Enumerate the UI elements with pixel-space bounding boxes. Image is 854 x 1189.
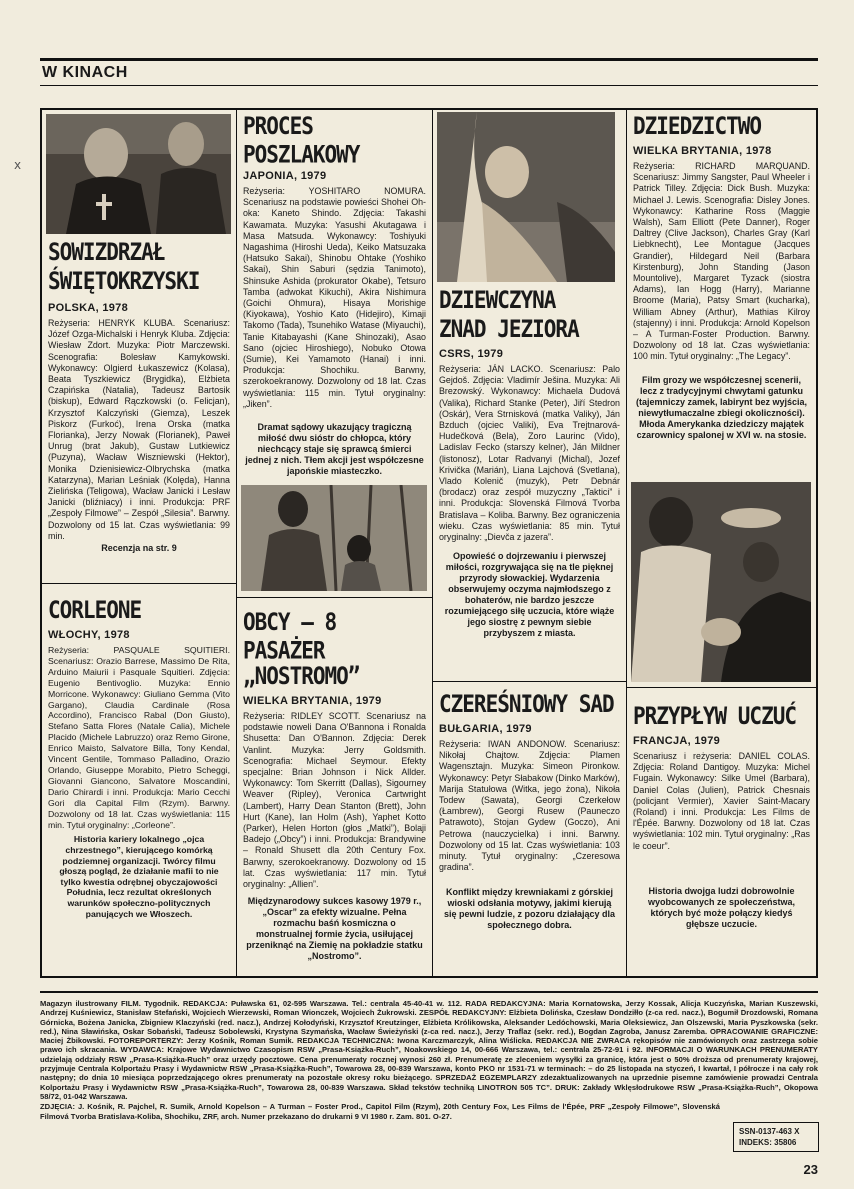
issn-number: SSN-0137-463 X [739,1127,800,1136]
film-note-sowizdrzal: Recenzja na str. 9 [101,543,177,554]
index-number: INDEKS: 35806 [739,1138,797,1147]
imprint-text [40,999,818,1121]
film-photo-sowizdrzal [46,114,231,234]
column-3 [433,110,627,976]
film-obcy [237,598,432,976]
film-credits-przyplyw: Scenariusz i reżyseria: DANIEL COLAS. Zdjęcia: Roland Dantigoy. Muzyka: Michel Fugain. Wykonawcy: Silke Umel (Barbara), Daniel Colas (Julien), Patrick Chesnais (policjant Vermier), Xavier Saint-Macary (Roland) i inni. Produkcja: Les Films de l'Épée. Barwny. Dozwolony od 18 lat. Czas wyświetlania: 102 min. Tytuł oryginalny: „Ras le coeur”. [633,751,810,851]
film-title-czeresniowy: CZEREŚNIOWY SAD [439,690,614,718]
page-number: 23 [803,1162,818,1177]
film-photo-proces [241,485,427,591]
film-title-dziewczyna-1: DZIEWCZYNA [439,286,556,314]
film-country-sowizdrzal: POLSKA, 1978 [48,302,129,314]
film-photo-dziewczyna [437,112,615,282]
film-blurb-przyplyw: Historia dwojga ludzi dobrowolnie wyobcowanych ze społeczeństwa, których być może połączy kiedyś głębsze uczucie. [647,885,796,929]
film-credits-proces: Reżyseria: YOSHITARO NOMURA. Scenariusz na podstawie powieści Shohei Oh-oka: Kaneto Shindo. Zdjęcia: Takashi Kawamata. Muzyka: Yasushi Akutagawa i Masa Matsuda. Wykonawcy: Toshiyuki Nagashima (Hiroshi Ueda), Keiko Matsuzaka (Hatsuko Sakai), Shinobu Ohtake (Yoshiko Sakai), Shin Saburi (sędzia Tanimoto), Shinsuke Ashida (prokurator Okabe), Tetsuro Tamba (adwokat Kikuchi), Akira Nishimura (Goichi Ohmura), Hisaya Morishige (Kiyokawa), Yoshio Kato (Hidejiro), Kimaji Takomo (Tada), Tsunehiko Watase (Miyauchi), Tanie Kitabayashi (Kane Shinozaki), Asao Sano (ojciec Hiroshiego), Nobuko Otowa (Sumie), Kei Yamamoto (Hanai) i inni. Produkcja: Shochiku. Barwny, szerokoekranowy. Dozwolony od 18 lat. Czas wyświetlania: 115 min. Tytuł oryginalny: „Jiken”. [243,186,426,409]
film-credits-obcy: Reżyseria: RIDLEY SCOTT. Scenariusz na podstawie noweli Dana O'Bannona i Ronalda Shusetta: Dan O'Bannon. Zdjęcia: Derek Vanlint. Muzyka: Jerry Goldsmith. Scenografia: Michael Seymour. Efekty specjalne: Brian Johnson i Nick Allder. Wykonawcy: Tom Skerritt (Dallas), Sigourney Weaver (Ripley), Veronica Cartwright (Lambert), Harry Dean Stanton (Brett), John Hurt (Kane), Ian Holm (Ash), Yaphet Kotto (Parker), Helen Horton (głos „Matki”), Bolaji Badejo („Obcy”) i inni. Produkcja: Brandywine – Ronald Shusett dla 20th Century Fox. Barwny, szerokoekranowy. Dozwolony od 15 lat. Czas wyświetlania: 117 min. Tytuł oryginalny: „Allien”. [243,711,426,890]
film-credits-sowizdrzal: Reżyseria: HENRYK KLUBA. Scenariusz: Józef Ozga-Michalski i Henryk Kluba. Zdjęcia: Wiesław Zdort. Muzyka: Piotr Marczewski. Scenografia: Bolesław Kamykowski. Wykonawcy: Olgierd Łukaszewicz (Kolasa), Beata Tyszkiewicz (Brygidka), Elżbieta Czapińska (Natalia), Tadeusz Bartosik (biskup), Edward Rączkowski (o. Felicjan), Krzysztof Kalczyński (Giemza), Leszek Piskorz (Furkoć), Irena Orska (matka Florianka), Jerzy Nowak (Florianek), Paweł Unrug (brat Jakub), Gustaw Lutkiewicz (Puzyna), Wacław Wiszniewski (Hektor), Monika Dzienisiewicz-Olbrychska (matka Katarzyna), Marian Leśniak (Kolęda), Hanna Zielińska (Teligowa), Wacław Janicki i Lesław Janicki (bliźniacy) i inni. Produkcja: PRF „Zespoły Filmowe” – Zespół „Silesia”. Barwny. Dozwolony od 15 lat. Czas wyświetlania: 99 min. [48,318,230,541]
film-grid [40,108,818,978]
film-credits-dziedzictwo: Reżyseria: RICHARD MARQUAND. Scenariusz: Jimmy Sangster, Paul Wheeler i Patrick Tilley. Zdjęcia: Dick Bush. Muzyka: Michael J. Lewis. Scenografia: Disley Jones. Wykonawcy: Katharine Ross (Maggie Walsh), Sam Elliott (Pete Danner), Roger Daltrey (Clive Jackson), Charles Gray (Karl Liebknecht), Lee Montague (Jacques Grandier), Hildegard Neil (Barbara Kirstenburg), John Standing (Jason Mountolive), Margaret Tyzack (siostra Adams), Ian Hogg (Harry), Marianne Broome (Maria), Patsy Smart (kucharka), William Abney (Arthur), Mathias Kilroy (stajenny) i inni. Produkcja: Arnold Kopelson – A Turman-Foster Production. Barwny. Dozwolony od 18 lat. Czas wyświetlania: 100 min. Tytuł oryginalny: „The Legacy”. [633,161,810,362]
header-bottom-rule [40,85,818,86]
film-czeresniowy-sad [433,682,626,976]
film-country-czeresniowy: BUŁGARIA, 1979 [439,723,532,735]
film-title-przyplyw: PRZYPŁYW UCZUĆ [633,702,797,730]
film-credits-dziewczyna: Reżyseria: JÁN LACKO. Scenariusz: Palo Gejdoš. Zdjęcia: Vladimír Ješina. Muzyka: Ali Brezowský. Wykonawcy: Michaela Dudová (Valika), Richard Stanke (Peter), Jiří Stedron (Oskár), Vera Strnisková (matka Valiky), Ján Bzduch (ojciec Valiki), Eva Trejtnarová-Hudečková (Bela), Zoro Laurinc (Vido), Ladislav Fecko (starszy kelner), Ján Mildner (listonosz), Lotar Radvanyi (Michal), Jozef Krivička (Marián), Liana Lajchová (Svetlana), Vlado Kolenič (muzyk), Petr Debnár (brodacz) oraz zespół muzyczny „Taktici” i inni. Produkcja: Slovenská Filmová Tvorba Bratislava – Koliba. Barwny. Bez ograniczenia wieku. Czas wyświetlania: 85 min. Tytuł oryginalny: „Dievča z jazera”. [439,364,620,543]
column-2 [237,110,433,976]
margin-mark: x [14,158,22,172]
film-blurb-corleone: Historia kariery lokalnego „ojca chrzestnego”, kierującego komórką podziemnej organizacji. Twórcy filmu głoszą pogląd, że działanie mafii to nie tylko kwestia odrębnej obyczajowości Południa, lecz rezultat określonych warunków społeczno-politycznych panujących we Włoszech. [59,834,219,919]
film-title-dziewczyna-2: ZNAD JEZIORA [439,315,579,343]
film-photo-dziedzictwo [631,482,811,682]
imprint-rule [40,991,818,993]
film-corleone [42,584,236,976]
film-title-obcy-1: OBCY – 8 PASAŻER [243,608,337,665]
imprint-body: Magazyn ilustrowany FILM. Tygodnik. REDAKCJA: Puławska 61, 02-595 Warszawa. Tel.: centrala 45-40-41 w. 112. RADA REDAKCYJNA: Maria Kornatowska, Jerzy Kossak, Alicja Kuczyńska, Marian Kuszewski, Andrzej Kuśniewicz, Stanisław Stefański, Wojciech Wierzewski, Roman Wionczek, Wojciech Żukrowski. ZESPÓŁ REDAKCYJNY: Elżbieta Dolińska, Czesław Dondziłło (z-ca red. nacz.), Bogumił Drozdowski, Romana Górnicka, Bożena Janicka, Zbigniew Klaczyński (red. nacz.), Andrzej Kołodyński, Krzysztof Kreutzinger, Elżbieta Królikowska, Aleksander Ledóchowski, Maria Oleksiewicz, Jan Olszewski, Maria Pyszkowska (sekr. red.), Nina Sławińska, Oskar Sobański, Tadeusz Sobolewski, Krystyna Szymańska, Wacław Świeżyński (z-ca red. nacz.), Jerzy Traflaz (sekr. red.), Bogdan Zagroba, Janusz Zaremba. OPRACOWANIE GRAFICZNE: Maciej Żbikowski. FOTOREPORTERZY: Jerzy Kośnik, Roman Sumik. REDAKCJA TECHNICZNA: Iwona Karczmarczyk, Alina Wiślicka. REDAKCJA NIE ZWRACA rękopisów nie zamówionych oraz zastrzega sobie prawo ich skracania. WYDAWCA: Krajowe Wydawnictwo Czasopism RSW „Prasa-Książka-Ruch”, Noakowskiego 14, 00-666 Warszawa, tel.: centrala 25-72-91 i 92. INFORMACJI O WARUNKACH PRENUMERATY udzielają oddziały RSW „Prasa-Książka-Ruch” oraz urzędy pocztowe. Cena prenumeraty rocznej wynosi 260 zł. Prenumeratę ze zleceniem wysyłki za granicę, która jest o 50% droższa od prenumeraty krajowej, przyjmuje Centrala Kolportażu Prasy i Wydawnictw RSW „Prasa-Książka-Ruch”, Towarowa 28, 00-839 Warszawa, konto PKO nr 1531-71 w terminach: – do 25 listopada na styczeń, I kwartał, I półrocze i na cały rok następny; do dnia 10 miesiąca poprzedzającego okres prenumeraty na pozostałe okresy roku bieżącego. SPRZEDAŻ EGZEMPLARZY zdezaktualizowanych na uprzednie pisemne zamówienie prowadzi Centrala Kolportażu Prasy i Wydawnictw RSW „Prasa-Książka-Ruch”, Towarowa 28, 00-839 Warszawa. Skład tekstów techniką LINOTRON 505 TC”. DRUK: Zakłady Wklęsłodrukowe RSW „Prasa-Książka-Ruch”, Okopowa 58/72, 01-042 Warszawa. [40,999,818,1101]
film-country-proces: JAPONIA, 1979 [243,170,327,182]
film-country-dziewczyna: CSRS, 1979 [439,348,504,360]
film-blurb-proces: Dramat sądowy ukazujący tragiczną miłość dwu sióstr do chłopca, który niechcący staje się sprawcą śmierci jednej z nich. Tłem akcji jest współczesne japońskie miasteczko. [245,422,424,477]
film-przyplyw-uczuc [627,688,816,976]
film-title-sowizdrzal-1: SOWIZDRZAŁ [48,238,165,266]
film-title-dziedzictwo: DZIEDZICTWO [633,112,762,140]
film-blurb-dziewczyna: Opowieść o dojrzewaniu i pierwszej miłości, rozgrywająca się na tle pięknej przyrody słowackiej. Wydarzenia obserwujemy oczyma najmłodszego z bohaterów, nie bardzo jeszcze rozumiejącego siłę uczucia, które wiąże jego siostrę z pewnym siebie przybyszem z miasta. [444,551,615,639]
film-credits-corleone: Reżyseria: PASQUALE SQUITIERI. Scenariusz: Orazio Barrese, Massimo De Rita, Arduino Maiurii i Pasquale Squitieri. Zdjęcia: Eugenio Bentivoglio. Muzyka: Ennio Morricone. Wykonawcy: Giuliano Gemma (Vito Gargano), Claudia Cardinale (Rosa Accordino), Francisco Rabal (Don Giusto), Stefano Satta Flores (Natale Calia), Michele Placido (Michele Labruzzo) oraz Remo Girone, Enrico Maisto, Salvatore Billa, Tony Kendal, Vincent Gentile, Tommaso Palladino, Orazio Orlando, Giuseppe Morabito, Pietro Scheggi, Giovanni Giancono, Salvatore Moscandini, Dario Chirardi i inni. Produkcja: Mario Cecchi Gori dla Capital Film (Rzym). Barwny. Dozwolony od 18 lat. Czas wyświetlania: 115 min. Tytuł oryginalny: „Corleone”. [48,645,230,830]
issn-box [733,1122,819,1152]
film-sowizdrzal [42,110,236,584]
film-proces-poszlakowy [237,110,432,598]
film-title-proces: PROCES POSZLAKOWY [243,112,360,169]
section-title: W KINACH [42,64,128,81]
film-country-dziedzictwo: WIELKA BRYTANIA, 1978 [633,145,772,157]
film-title-sowizdrzal-2: ŚWIĘTOKRZYSKI [48,267,200,295]
film-country-obcy: WIELKA BRYTANIA, 1979 [243,695,382,707]
film-country-corleone: WŁOCHY, 1978 [48,629,130,641]
film-country-przyplyw: FRANCJA, 1979 [633,735,721,747]
film-title-obcy-2: „NOSTROMO” [243,662,360,690]
film-blurb-czeresniowy: Konflikt między krewniakami z górskiej wioski odsłania motywy, jakimi kierują się pewni ludzie, z pozoru działający dla społecznego dobra. [443,887,616,931]
film-blurb-obcy: Międzynarodowy sukces kasowy 1979 r., „Oscar” za efekty wizualne. Pełna rozmachu baśń kosmiczna o monstrualnej formie życia, usiłującej przeniknąć na Ziemię na pokładzie statku „Nostromo”. [246,896,423,962]
photo-credits: ZDJĘCIA: J. Kośnik, R. Pajchel, R. Sumik, Arnold Kopelson – A Turman – Foster Prod., Capitol Film (Rzym), 20th Century Fox, Les Films de l'Épée, PRF „Zespoły Filmowe”, Slovenská Filmová Tvorba Bratislava-Koliba, Shochiku, ZRF, arch. Numer przekazano do drukarni 9 VI 1980 r. Zam. 801. O-27. [40,1102,720,1121]
film-dziedzictwo [627,110,816,688]
film-credits-czeresniowy: Reżyseria: IWAN ANDONOW. Scenariusz: Nikołaj Chajtow. Zdjęcia: Plamen Wagensztajn. Muzyka: Simeon Pironkow. Wykonawcy: Petyr Słabakow (Dinko Marków), Marija Statułowa (Witka, jego żona), Nikoła Todew (Sawata), Georgi Czerkełow (Łambrew), Georgi Rusew (Pauneczo Patrawoto), Stojan Gydew (Goczo), Ani Petrowa (nauczycielka) i inni. Barwny. Dozwolony od 15 lat. Czas wyświetlania: 103 minuty. Tytuł oryginalny: „Czeresowa gradina”. [439,739,620,873]
column-4 [627,110,816,976]
header-top-rule [40,58,818,61]
film-title-corleone: CORLEONE [48,596,142,624]
film-blurb-dziedzictwo: Film grozy we współczesnej scenerii, lecz z tradycyjnymi chwytami gatunku (tajemniczy zamek, labirynt bez wyjścia, niewytłumaczalne zbiegi okoliczności). Młoda Amerykanka dziedziczy majątek czarownicy spalonej w XVI w. na stosie. [635,374,808,440]
film-dziewczyna [433,110,626,682]
column-1 [42,110,237,976]
